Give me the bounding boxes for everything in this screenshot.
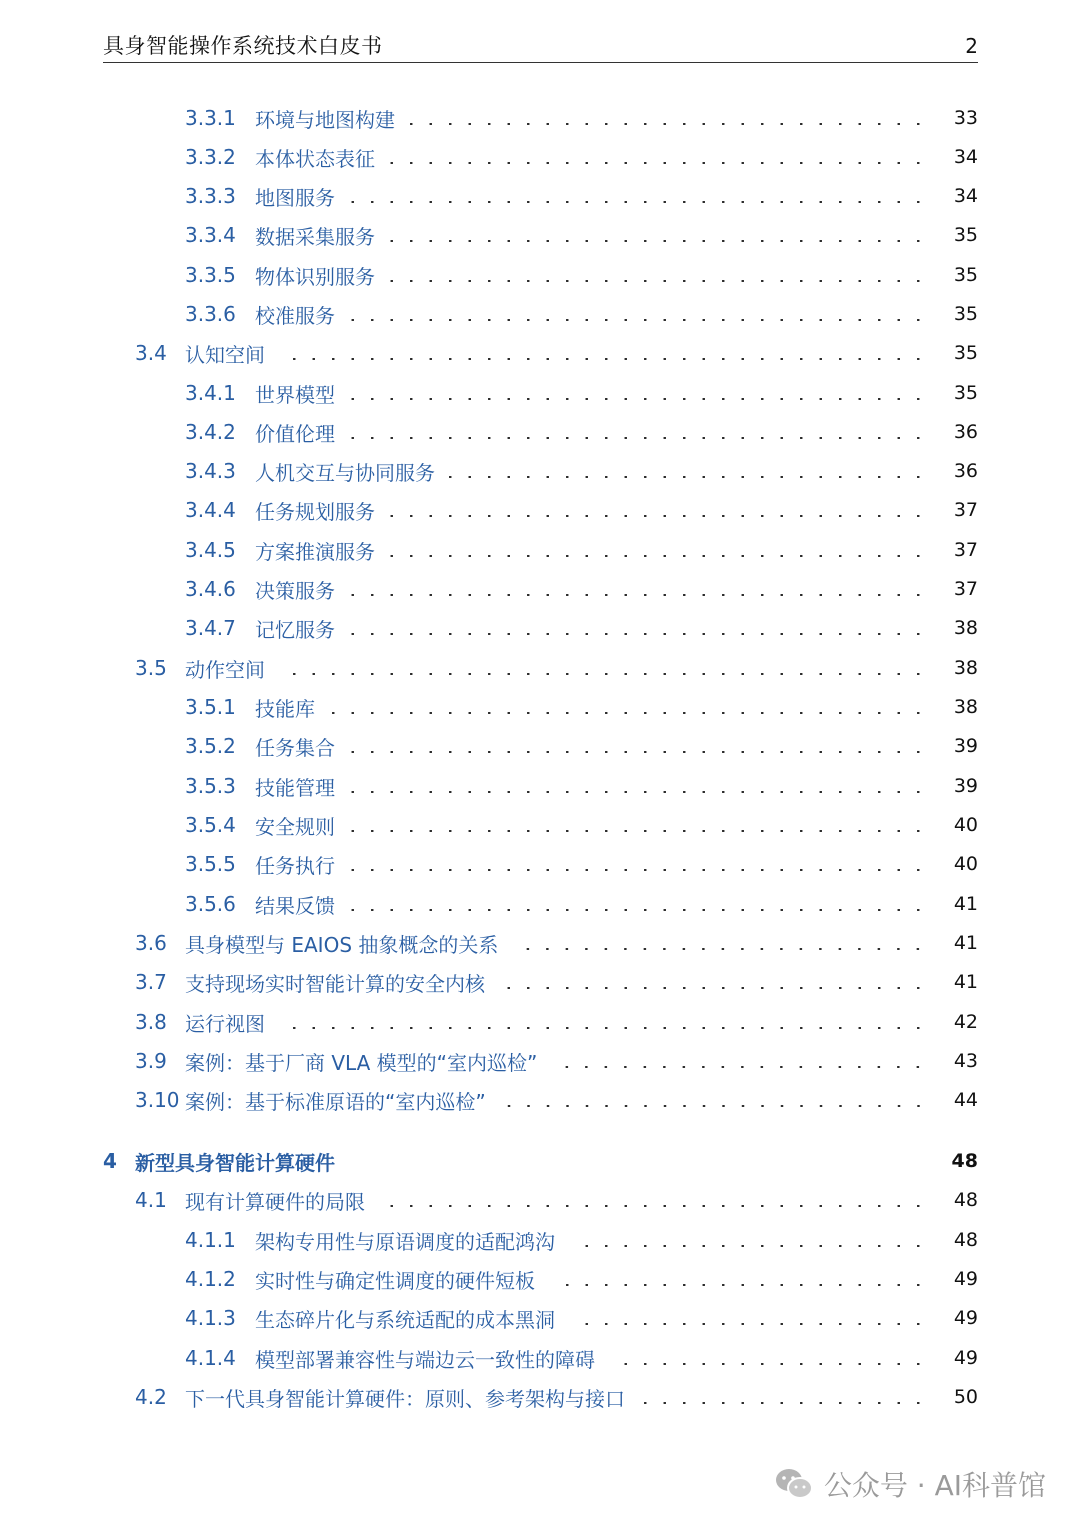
toc-entry-page: 38 — [953, 696, 978, 718]
toc-entry-number: 3.5.4 — [185, 813, 236, 837]
toc-entry[interactable] — [135, 1185, 978, 1215]
toc-entry[interactable] — [135, 338, 978, 368]
toc-entry[interactable] — [185, 260, 978, 290]
dot-leader — [512, 948, 928, 950]
toc-entry-number: 4.1.3 — [185, 1306, 236, 1330]
dot-leader — [349, 437, 928, 439]
toc-entry-page: 35 — [953, 224, 978, 246]
dot-leader — [379, 1205, 928, 1207]
toc-entry-number: 4.2 — [135, 1385, 167, 1409]
toc-entry[interactable] — [185, 1343, 978, 1373]
toc-entry[interactable] — [185, 181, 978, 211]
toc-entry[interactable] — [185, 417, 978, 447]
toc-entry-page: 35 — [953, 264, 978, 286]
toc-entry[interactable] — [185, 299, 978, 329]
toc-entry-number: 3.3.4 — [185, 223, 236, 247]
toc-entry-title: 任务执行 — [255, 853, 335, 878]
dot-leader — [279, 673, 928, 675]
toc-entry-number: 3.5.2 — [185, 734, 236, 758]
page-number: 2 — [965, 34, 978, 58]
toc-entry-number: 3.4.1 — [185, 381, 236, 405]
toc-entry-number: 3.5.1 — [185, 695, 236, 719]
toc-entry[interactable] — [135, 1085, 978, 1115]
toc-entry-page: 36 — [953, 460, 978, 482]
dot-leader — [349, 319, 928, 321]
toc-entry-number: 3.4 — [135, 341, 167, 365]
toc-entry-number: 3.8 — [135, 1010, 167, 1034]
toc-entry[interactable] — [185, 1225, 978, 1255]
toc-entry-page: 35 — [953, 342, 978, 364]
dot-leader — [349, 751, 928, 753]
toc-entry-number: 3.5.6 — [185, 892, 236, 916]
toc-entry[interactable] — [185, 456, 978, 486]
toc-entry[interactable] — [185, 889, 978, 919]
toc-entry-page: 49 — [953, 1347, 978, 1369]
toc-entry-title: 架构专用性与原语调度的适配鸿沟 — [255, 1229, 555, 1254]
dot-leader — [389, 515, 928, 517]
toc-entry-page: 44 — [953, 1089, 978, 1111]
toc-entry-number: 3.3.2 — [185, 145, 236, 169]
toc-entry[interactable] — [185, 692, 978, 722]
toc-entry-title: 结果反馈 — [255, 893, 335, 918]
toc-entry-title: 支持现场实时智能计算的安全内核 — [185, 971, 485, 996]
toc-entry-title: 认知空间 — [185, 342, 265, 367]
toc-entry[interactable] — [185, 378, 978, 408]
toc-entry-title: 本体状态表征 — [255, 146, 375, 171]
toc-entry-page: 48 — [953, 1189, 978, 1211]
toc-entry-title: 下一代具身智能计算硬件：原则、参考架构与接口 — [185, 1386, 625, 1411]
dot-leader — [279, 358, 928, 360]
toc-entry-page: 49 — [953, 1268, 978, 1290]
toc-entry-page: 40 — [953, 814, 978, 836]
toc-entry-title: 决策服务 — [255, 578, 335, 603]
toc-entry[interactable] — [185, 574, 978, 604]
toc-entry[interactable] — [135, 1007, 978, 1037]
toc-entry-page: 39 — [953, 735, 978, 757]
dot-leader — [569, 1323, 928, 1325]
toc-entry-title: 校准服务 — [255, 303, 335, 328]
toc-entry[interactable] — [103, 1146, 978, 1176]
toc-entry-number: 3.5 — [135, 656, 167, 680]
toc-entry-page: 41 — [953, 932, 978, 954]
dot-leader — [349, 791, 928, 793]
toc-entry-number: 3.4.2 — [185, 420, 236, 444]
dot-leader — [409, 123, 928, 125]
toc-entry-page: 42 — [953, 1011, 978, 1033]
toc-entry-page: 48 — [951, 1150, 978, 1172]
toc-entry-number: 3.4.6 — [185, 577, 236, 601]
toc-entry-page: 41 — [953, 893, 978, 915]
toc-entry-title: 案例：基于厂商 VLA 模型的“室内巡检” — [185, 1050, 538, 1075]
toc-entry-title: 人机交互与协同服务 — [255, 460, 435, 485]
toc-entry-title: 具身模型与 EAIOS 抽象概念的关系 — [185, 932, 499, 957]
toc-entry-number: 3.4.5 — [185, 538, 236, 562]
watermark-text: 公众号 · AI科普馆 — [823, 1469, 1046, 1502]
toc-entry-number: 4.1 — [135, 1188, 167, 1212]
dot-leader — [349, 201, 928, 203]
toc-entry-page: 43 — [953, 1050, 978, 1072]
toc-entry-number: 3.10 — [135, 1088, 180, 1112]
dot-leader — [349, 398, 928, 400]
toc-entry-page: 49 — [953, 1307, 978, 1329]
toc-entry-title: 记忆服务 — [255, 617, 335, 642]
toc-entry-page: 34 — [953, 146, 978, 168]
toc-entry-page: 37 — [953, 499, 978, 521]
toc-entry[interactable] — [135, 1046, 978, 1076]
dot-leader — [499, 987, 928, 989]
toc-entry[interactable] — [185, 1303, 978, 1333]
toc-entry-number: 3.7 — [135, 970, 167, 994]
toc-entry-number: 3.4.3 — [185, 459, 236, 483]
toc-entry-title: 任务集合 — [255, 735, 335, 760]
page-header — [103, 32, 978, 63]
dot-leader — [389, 162, 928, 164]
toc-entry-number: 3.3.1 — [185, 106, 236, 130]
dot-leader — [551, 1066, 928, 1068]
toc-entry-number: 3.4.7 — [185, 616, 236, 640]
toc-entry[interactable] — [135, 653, 978, 683]
dot-leader — [500, 1105, 928, 1107]
toc-entry-title: 生态碎片化与系统适配的成本黑洞 — [255, 1307, 555, 1332]
dot-leader — [349, 1166, 928, 1168]
toc-entry-number: 4 — [103, 1149, 117, 1173]
dot-leader — [449, 476, 928, 478]
document-title: 具身智能操作系统技术白皮书 — [103, 34, 383, 58]
toc-entry[interactable] — [185, 1264, 978, 1294]
toc-entry[interactable] — [185, 220, 978, 250]
toc-entry-number: 3.3.5 — [185, 263, 236, 287]
dot-leader — [279, 1027, 928, 1029]
dot-leader — [349, 633, 928, 635]
toc-entry-title: 模型部署兼容性与端边云一致性的障碍 — [255, 1347, 595, 1372]
toc-entry-page: 48 — [953, 1229, 978, 1251]
toc-entry-page: 37 — [953, 539, 978, 561]
toc-entry-number: 4.1.4 — [185, 1346, 236, 1370]
dot-leader — [609, 1363, 928, 1365]
toc-entry-page: 50 — [953, 1386, 978, 1408]
toc-entry-number: 3.9 — [135, 1049, 167, 1073]
toc-entry[interactable] — [185, 849, 978, 879]
toc-entry-number: 3.5.3 — [185, 774, 236, 798]
toc-entry-page: 35 — [953, 382, 978, 404]
toc-entry-number: 3.4.4 — [185, 498, 236, 522]
toc-entry-number: 3.5.5 — [185, 852, 236, 876]
toc-entry-title: 技能管理 — [255, 775, 335, 800]
toc-entry[interactable] — [185, 535, 978, 565]
wechat-icon — [774, 1467, 814, 1501]
toc-entry-title: 方案推演服务 — [255, 539, 375, 564]
toc-entry-number: 4.1.1 — [185, 1228, 236, 1252]
dot-leader — [639, 1402, 928, 1404]
dot-leader — [349, 594, 928, 596]
toc-entry-title: 现有计算硬件的局限 — [185, 1189, 365, 1214]
dot-leader — [349, 830, 928, 832]
toc-entry-title: 运行视图 — [185, 1011, 265, 1036]
toc-entry[interactable] — [135, 928, 978, 958]
toc-entry-title: 数据采集服务 — [255, 224, 375, 249]
toc-entry[interactable] — [185, 495, 978, 525]
dot-leader — [389, 240, 928, 242]
watermark — [774, 1462, 1046, 1506]
toc-entry-page: 33 — [953, 107, 978, 129]
toc-entry-title: 地图服务 — [255, 185, 335, 210]
toc-entry-page: 38 — [953, 657, 978, 679]
toc-entry-number: 3.3.3 — [185, 184, 236, 208]
toc-entry-title: 案例：基于标准原语的“室内巡检” — [185, 1089, 486, 1114]
toc-entry[interactable] — [185, 103, 978, 133]
toc-entry-number: 3.6 — [135, 931, 167, 955]
toc-entry-title: 环境与地图构建 — [255, 107, 395, 132]
toc-entry-title: 价值伦理 — [255, 421, 335, 446]
toc-entry-title: 技能库 — [255, 696, 315, 721]
toc-entry-title: 新型具身智能计算硬件 — [135, 1150, 335, 1175]
dot-leader — [569, 1245, 928, 1247]
toc-entry[interactable] — [135, 1382, 978, 1412]
toc-entry-page: 35 — [953, 303, 978, 325]
toc-entry-number: 3.3.6 — [185, 302, 236, 326]
toc-entry-page: 40 — [953, 853, 978, 875]
dot-leader — [389, 280, 928, 282]
toc-entry-page: 36 — [953, 421, 978, 443]
toc-entry-page: 41 — [953, 971, 978, 993]
dot-leader — [549, 1284, 928, 1286]
toc-entry-title: 世界模型 — [255, 382, 335, 407]
toc-entry-title: 物体识别服务 — [255, 264, 375, 289]
toc-entry-number: 4.1.2 — [185, 1267, 236, 1291]
toc-entry-title: 实时性与确定性调度的硬件短板 — [255, 1268, 535, 1293]
dot-leader — [389, 555, 928, 557]
toc-entry-page: 39 — [953, 775, 978, 797]
toc-entry-title: 任务规划服务 — [255, 499, 375, 524]
toc-entry-title: 安全规则 — [255, 814, 335, 839]
toc-entry-page: 34 — [953, 185, 978, 207]
dot-leader — [329, 712, 928, 714]
toc-entry-title: 动作空间 — [185, 657, 265, 682]
dot-leader — [349, 909, 928, 911]
toc-entry[interactable] — [185, 731, 978, 761]
toc-entry[interactable] — [135, 967, 978, 997]
dot-leader — [349, 869, 928, 871]
toc-entry[interactable] — [185, 810, 978, 840]
toc-entry-page: 37 — [953, 578, 978, 600]
toc-entry-page: 38 — [953, 617, 978, 639]
toc-entry[interactable] — [185, 142, 978, 172]
toc-entry[interactable] — [185, 771, 978, 801]
toc-entry[interactable] — [185, 613, 978, 643]
